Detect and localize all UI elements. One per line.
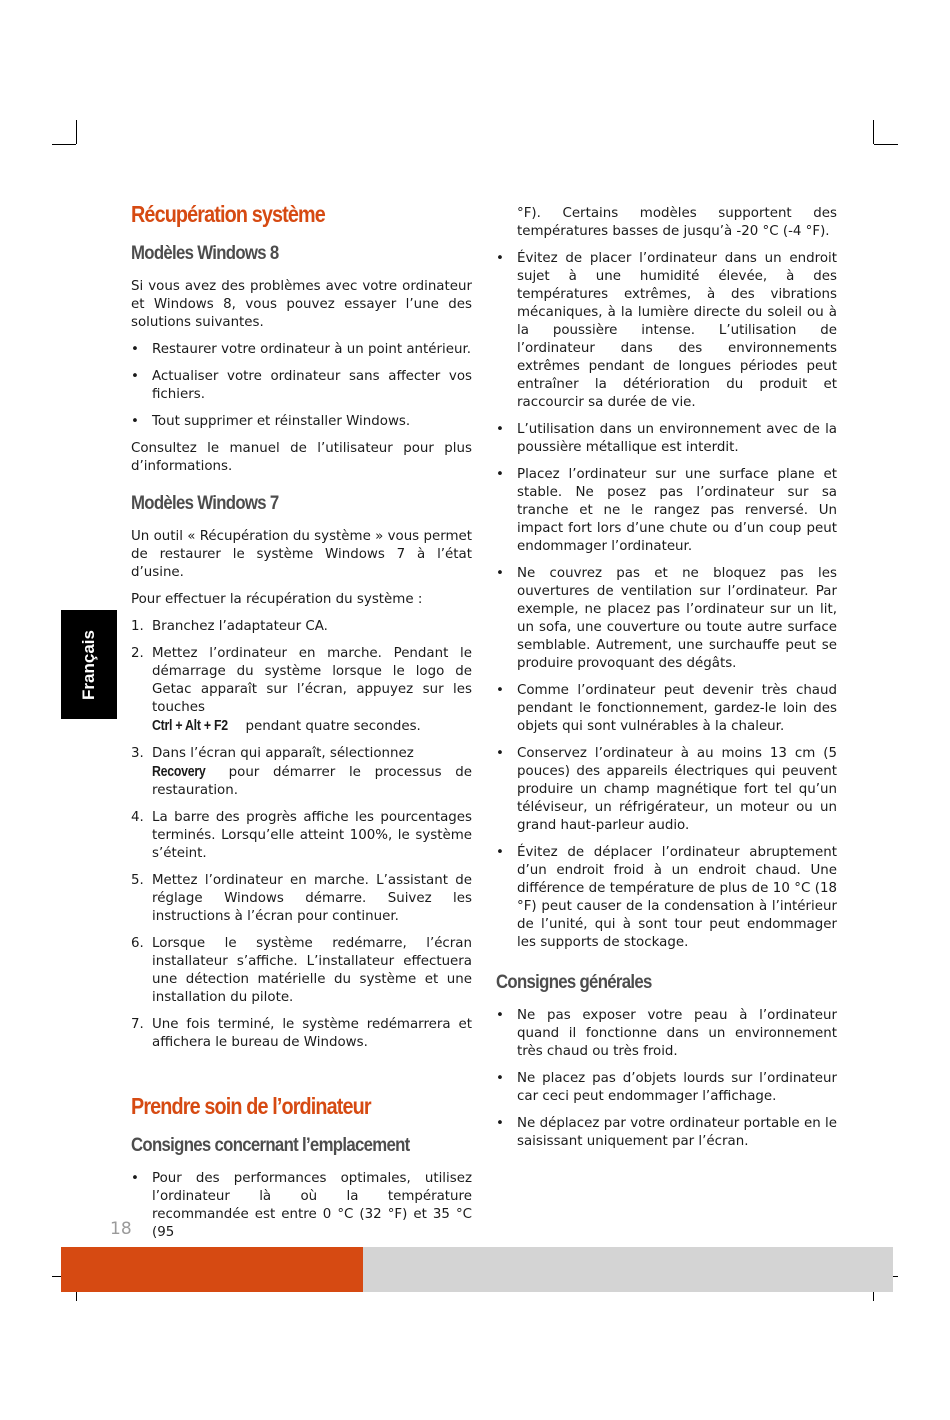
bullet-icon: • (496, 683, 504, 698)
bullet-icon: • (496, 251, 504, 266)
step-number: 6. (131, 936, 144, 951)
section-title: Prendre soin de l’ordinateur (131, 1093, 371, 1119)
list-item-text: Une fois terminé, le système redémarrera et affichera le bureau de Windows. (152, 1017, 472, 1050)
list-item-text: Ne couvrez pas et ne bloquez pas les ouvertures de ventilation sur l’ordinateur. Par exemple, ne placez pas l’ordinateur sur un lit, un sofa, une couverture ou toute autre surface semblable. Autrement, une surchauffe peut se produire provoquant des dégâts. (517, 566, 837, 671)
list-item (496, 745, 837, 835)
numbered-list (131, 618, 472, 1052)
bullet-icon: • (496, 746, 504, 761)
list-item (131, 745, 472, 800)
crop-mark (874, 144, 898, 145)
list-item-text: Évitez de déplacer l’ordinateur abruptement d’un endroit froid à un endroit chaud. Une différence de température de plus de 10 °C (18 °F) peut causer de la condensation à l’intérieur de l’unité, qui à sont tour peut endommager les supports de stockage. (517, 845, 837, 950)
list-item-text: Ne pas exposer votre peau à l’ordinateur quand il fonctionne dans un environnement très chaud ou très froid. (517, 1008, 837, 1059)
list-item (496, 565, 837, 673)
paragraph: Un outil « Récupération du système » vous permet de restaurer le système Windows 7 à l’état d’usine. (131, 529, 472, 580)
page-number: 18 (110, 1219, 132, 1239)
bullet-icon: • (131, 342, 139, 357)
subsection-heading: Modèles Windows 8 (131, 242, 279, 264)
list-item-text: Ne déplacez par votre ordinateur portable en le saisissant uniquement par l’écran. (517, 1116, 837, 1149)
paragraph: Si vous avez des problèmes avec votre ordinateur et Windows 8, vous pouvez essayer l’une des solutions suivantes. (131, 279, 472, 330)
bullet-icon: • (131, 369, 139, 384)
bullet-icon: • (131, 1171, 139, 1186)
list-item (496, 1115, 837, 1151)
crop-mark (76, 120, 77, 144)
list-item (131, 645, 472, 736)
language-label: Français (79, 629, 98, 700)
list-item (496, 682, 837, 736)
list-item-text: Conservez l’ordinateur à au moins 13 cm (5 pouces) des appareils électriques qui peuvent produire un champ magnétique fort tel qu’un téléviseur, un réfrigérateur, un moteur ou un grand haut-parleur audio. (517, 746, 837, 833)
list-item (496, 466, 837, 556)
list-item-text: Mettez l’ordinateur en marche. L’assistant de réglage Windows démarre. Suivez les instructions à l’écran pour continuer. (152, 873, 472, 924)
left-column (131, 200, 472, 1251)
list-item-text: Lorsque le système redémarre, l’écran installateur s’affiche. L’installateur effectuera une détection matérielle du système et une installation du pilote. (152, 936, 472, 1005)
bullet-list (496, 1007, 837, 1151)
list-item (131, 809, 472, 863)
section-title: Récupération système (131, 201, 325, 227)
bullet-icon: • (496, 1071, 504, 1086)
footer-gray-bar (363, 1247, 893, 1292)
list-item-text: Placez l’ordinateur sur une surface plane et stable. Ne posez pas l’ordinateur sur sa tranche et ne le rangez pas renversé. Un impact fort lors d’une chute ou d’un coup peut endommager l’ordinateur. (517, 467, 837, 554)
crop-mark (52, 144, 76, 145)
bullet-icon: • (496, 566, 504, 581)
bullet-icon: • (131, 414, 139, 429)
key-combination: Ctrl + Alt + F2 (152, 718, 228, 734)
step-number: 4. (131, 810, 144, 825)
list-item (496, 421, 837, 457)
bullet-icon: • (496, 467, 504, 482)
list-item-text: Évitez de placer l’ordinateur dans un endroit sujet à une humidité élevée, à des températures extrêmes, à des vibrations mécaniques, à la lumière directe du soleil ou à la poussière intense. L’utilisation de l’ordinateur dans des environnements extrêmes pendant de longues périodes peut entraîner la détérioration du produit et raccourcir sa durée de vie. (517, 251, 837, 410)
paragraph: Pour effectuer la récupération du système : (131, 592, 423, 607)
bullet-icon: • (496, 1008, 504, 1023)
list-item (496, 1070, 837, 1106)
list-item-text: La barre des progrès affiche les pourcentages terminés. Lorsqu’elle atteint 100%, le système s’éteint. (152, 810, 472, 861)
step-number: 3. (131, 746, 144, 761)
list-item-text: pour démarrer le processus de restauration. (152, 765, 472, 798)
list-item-text: Restaurer votre ordinateur à un point antérieur. (152, 342, 472, 357)
step-number: 5. (131, 873, 144, 888)
bullet-icon: • (496, 845, 504, 860)
list-item (131, 341, 472, 359)
list-item-text: Dans l’écran qui apparaît, sélectionnez (152, 746, 414, 761)
step-number: 2. (131, 646, 144, 661)
right-column (496, 205, 837, 1160)
bullet-list (496, 205, 837, 952)
key-name: Recovery (152, 764, 206, 780)
list-item (131, 1170, 472, 1242)
subsection-heading: Modèles Windows 7 (131, 492, 279, 514)
list-item-text: pendant quatre secondes. (245, 719, 421, 734)
list-item (496, 844, 837, 952)
list-item-continuation (496, 205, 837, 241)
list-item-text: L’utilisation dans un environnement avec de la poussière métallique est interdit. (517, 422, 837, 455)
paragraph: Consultez le manuel de l’utilisateur pour plus d’informations. (131, 441, 472, 474)
subsection-heading: Consignes concernant l’emplacement (131, 1134, 410, 1156)
list-item (496, 1007, 837, 1061)
list-item-text: Tout supprimer et réinstaller Windows. (152, 414, 411, 429)
step-number: 1. (131, 619, 144, 634)
list-item (131, 935, 472, 1007)
bullet-list (131, 341, 472, 431)
list-item (131, 1016, 472, 1052)
footer-accent-bar (61, 1247, 363, 1292)
subsection-heading: Consignes générales (496, 971, 652, 993)
list-item-text: °F). Certains modèles supportent des températures basses de jusqu’à -20 °C (-4 °F). (517, 206, 837, 239)
list-item-text: Mettez l’ordinateur en marche. Pendant le démarrage du système lorsque le logo de Getac apparaît sur l’écran, appuyez sur les touches (152, 646, 472, 715)
list-item (131, 618, 472, 636)
bullet-icon: • (496, 1116, 504, 1131)
step-number: 7. (131, 1017, 144, 1032)
bullet-list (131, 1170, 472, 1242)
list-item-text: Branchez l’adaptateur CA. (152, 619, 328, 634)
crop-mark (873, 120, 874, 144)
list-item-text: Ne placez pas d’objets lourds sur l’ordinateur car ceci peut endommager l’affichage. (517, 1071, 837, 1104)
list-item (496, 250, 837, 412)
list-item (131, 872, 472, 926)
bullet-icon: • (496, 422, 504, 437)
list-item (131, 368, 472, 404)
list-item-text: Pour des performances optimales, utilisez l’ordinateur là où la température recommandée est entre 0 °C (32 °F) et 35 °C (95 (152, 1171, 472, 1240)
list-item (131, 413, 472, 431)
list-item-text: Actualiser votre ordinateur sans affecter vos fichiers. (152, 369, 472, 402)
language-tab (61, 610, 117, 719)
list-item-text: Comme l’ordinateur peut devenir très chaud pendant le fonctionnement, gardez-le loin des objets qui sont vulnérables à la chaleur. (517, 683, 837, 734)
